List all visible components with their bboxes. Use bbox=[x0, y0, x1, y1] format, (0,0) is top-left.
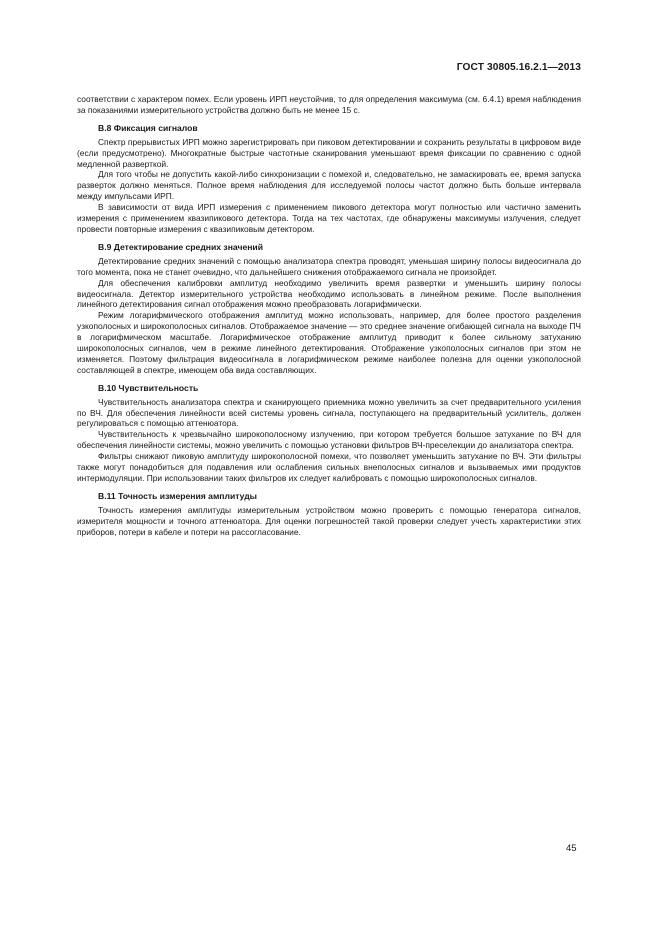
paragraph: Фильтры снижают пиковую амплитуду широкополосной помехи, что позволяет уменьшить затухание по ВЧ. Эти фильтры также могут понадобиться для подавления или ослабления сильных внеполосных сигналов и вызываемых ими продуктов интермодуляции. При использовании таких фильтров их следует калибровать с помощью широкополосных сигналов. bbox=[77, 451, 581, 483]
paragraph: В зависимости от вида ИРП измерения с применением пикового детектора могут полностью или частично заменить измерения с применением квазипикового детектора. Тогда на тех частотах, где обнаружены максимумы излучения, следует провести повторные измерения с квазипиковым детектором. bbox=[77, 202, 581, 234]
section-heading-b9: В.9 Детектирование средних значений bbox=[98, 241, 263, 252]
section-heading-b10: В.10 Чувствительность bbox=[98, 382, 199, 393]
section-heading-b8: В.8 Фиксация сигналов bbox=[98, 122, 198, 133]
paragraph: Чувствительность анализатора спектра и сканирующего приемника можно увеличить за счет предварительного усиления по ВЧ. Для обеспечения линейности всей системы уровень сигнала, поступающего на предварительный усилитель, должен регулироваться с помощью аттенюатора. bbox=[77, 396, 581, 429]
paragraph: Точность измерения амплитуды измерительным устройством можно проверить с помощью генератора сигналов, измерителя мощности и точного аттенюатора. Для оценки погрешностей такой проверки следует учесть характеристики этих приборов, потери в кабеле и потери на рассогласование. bbox=[77, 504, 581, 537]
paragraph: Для того чтобы не допустить какой-либо синхронизации с помехой и, следовательно, не замаскировать ее, время запуска разверток должно меняться. Полное время наблюдения для исследуемой полосы частот должно быть больше интервала между импульсами ИРП. bbox=[77, 169, 581, 202]
paragraph: Режим логарифмического отображения амплитуд можно использовать, например, для более простого разделения узкополосных и широкополосных сигналов. Отображаемое значение — это среднее значение огибающей сигнала на выходе ПЧ в логарифмическом масштабе. Логарифмическое отображение амплитуд приводит к более сильному затуханию широкополосных сигналов, чем в режиме линейного детектирования. Отображение узкополосных сигналов при этом не изменяется. Поэтому фильтрация видеосигнала в логарифмическом режиме наиболее полезна для оценки узкополосной составляющей в спектре, имеющем оба вида составляющих. bbox=[77, 310, 581, 375]
section-heading-b11: В.11 Точность измерения амплитуды bbox=[98, 490, 258, 501]
intro-paragraph: соответствии с характером помех. Если уровень ИРП неустойчив, то для определения максимума (см. 6.4.1) время наблюдения за показаниями измерительного устройства должно быть не менее 15 с. bbox=[77, 94, 581, 115]
paragraph: Чувствительность к чрезвычайно широкополосному излучению, при котором требуется большое затухание по ВЧ для обеспечения линейности системы, можно увеличить с помощью установки фильтров ВЧ-преселекции до анализатора спектра. bbox=[77, 429, 581, 451]
page-number: 45 bbox=[566, 843, 577, 854]
paragraph: Детектирование средних значений с помощью анализатора спектра проводят, уменьшая ширину полосы видеосигнала до того момента, пока не станет очевидно, что дальнейшего снижения отображаемого сигнала не произойдет. bbox=[77, 255, 581, 277]
document-body bbox=[77, 94, 581, 538]
paragraph: Для обеспечения калибровки амплитуд необходимо увеличить время развертки и уменьшить ширину полосы видеосигнала. Детектор измерительного устройства необходимо использовать в линейном режиме. После выполнения линейного детектирования сигнал отображения можно преобразовать логарифмически. bbox=[77, 277, 581, 310]
paragraph: Спектр прерывистых ИРП можно зарегистрировать при пиковом детектировании и сохранить результаты в цифровом виде (если предусмотрено). Многократные быстрые частотные сканирования уменьшают время фиксации по сравнению с одной медленной разверткой. bbox=[77, 136, 581, 169]
document-header: ГОСТ 30805.16.2.1—2013 bbox=[456, 62, 581, 73]
